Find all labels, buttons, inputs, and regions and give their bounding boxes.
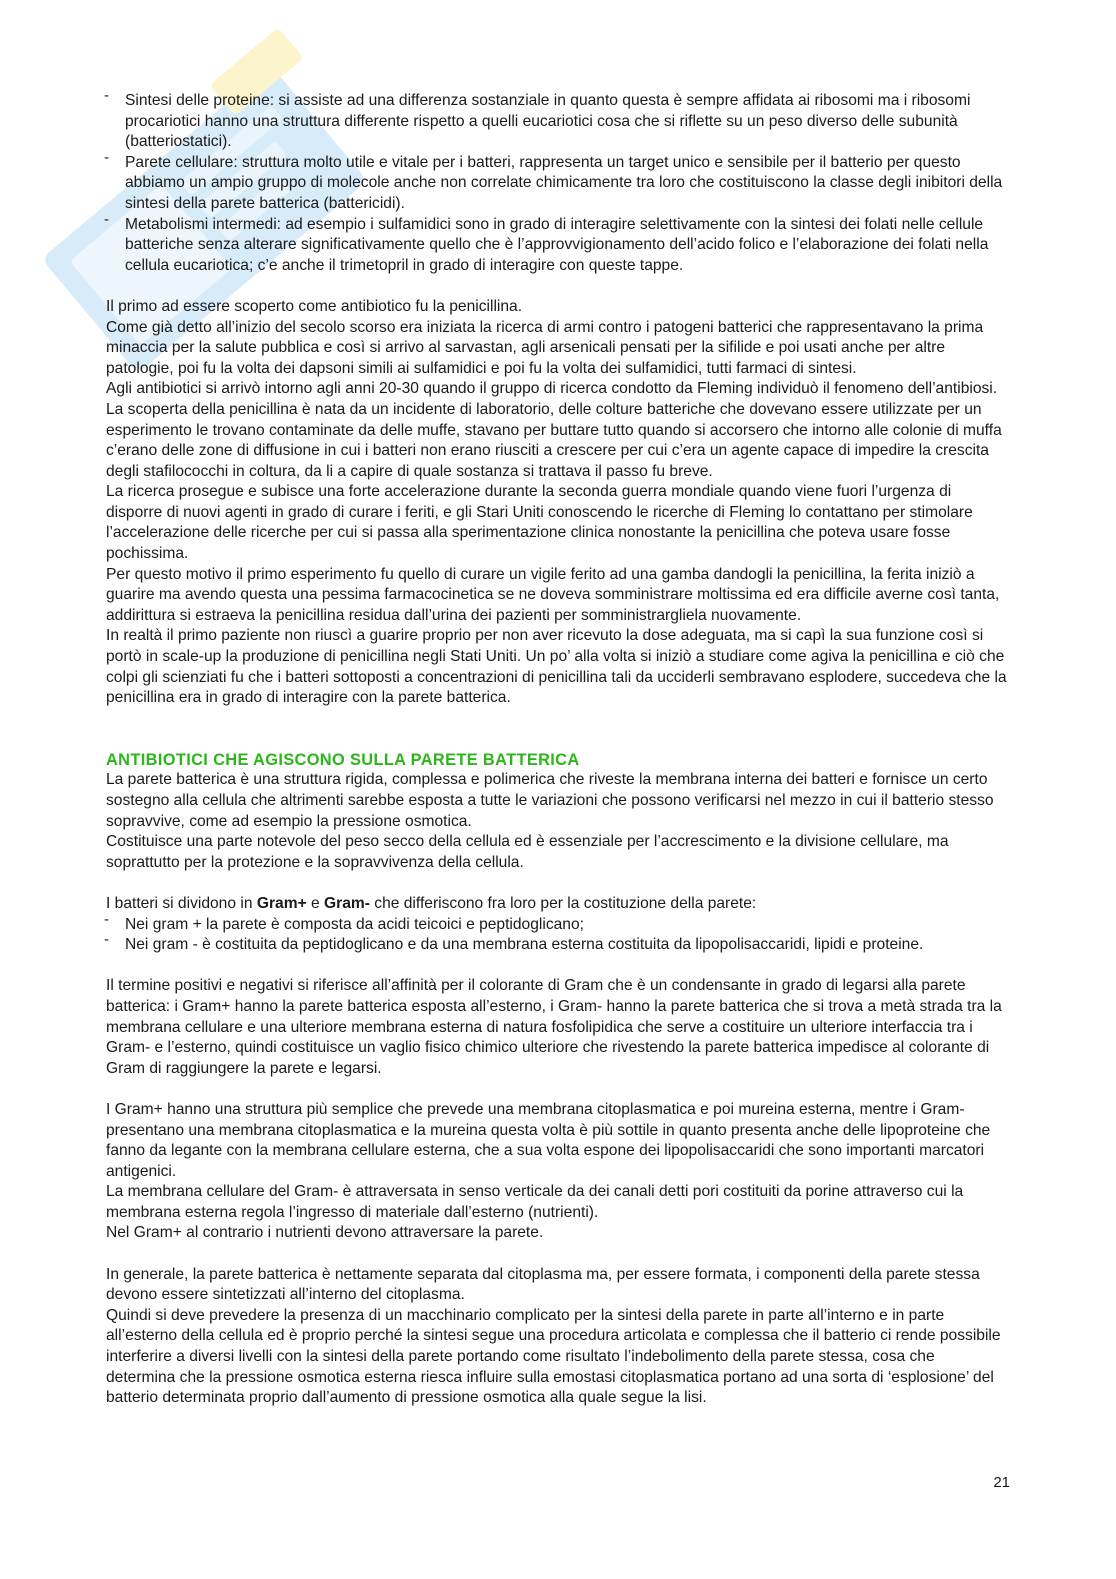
paragraph: Il termine positivi e negativi si riferisce all’affinità per il colorante di Gram che è un condensante in grado di legarsi alla parete batterica: i Gram+ hanno la parete batterica esposta all’esterno, i Gram- hanno la parete batterica che si trova a metà strada tra la membrana cellulare e una ulteriore membrana esterna di natura fosfolipidica che serve a costituire un ulteriore interfaccia tra i Gram- e l’esterno, quindi costituisce un vaglio fisico chimico ulteriore che rivestendo la parete batterica impedisce al colorante di Gram di raggiungere la parete e legarsi. — [106, 977, 1002, 1077]
gram-intro — [106, 894, 1008, 915]
list-item: - Sintesi delle proteine: si assiste ad una differenza sostanziale in quanto questa è sempre affidata ai ribosomi ma i ribosomi procariotici hanno una struttura differente rispetto a quelli eucariotici cosa che si riflette su un peso diverso delle subunità (batteriostatici). — [106, 91, 1008, 153]
list-gram-types — [106, 915, 1008, 956]
paragraph: Per questo motivo il primo esperimento fu quello di curare un vigile ferito ad una gamba dandogli la penicillina, la ferita iniziò a guarire ma avendo questa una pessima farmacocinetica se ne doveva somministrare moltissima ed era difficile averne così tanta, addirittura si estraeva la penicillina residua dall’urina dei pazienti per somministrargliela nuovamente. — [106, 565, 1000, 624]
gram-negative-term: Gram- — [324, 894, 370, 912]
paragraph: In realtà il primo paziente non riuscì a guarire proprio per non aver ricevuto la dose adeguata, ma si capì la sua funzione così si portò in scale-up la produzione di penicillina negli Stati Uniti. Un po’ alla volta si iniziò a studiare come agiva la penicillina e ciò che colpi gli scienziati fu che i batteri sottoposti a concentrazioni di penicillina tali da ucciderli sembravano esplodere, succedeva che la penicillina era in grado di interagire con la parete batterica. — [106, 627, 1007, 707]
gram-positive-term: Gram+ — [256, 894, 307, 912]
list-item: - Nei gram + la parete è composta da acidi teicoici e peptidoglicano; — [106, 915, 1008, 936]
paragraph: Costituisce una parte notevole del peso secco della cellula ed è essenziale per l’accrescimento e la divisione cellulare, ma soprattutto per la protezione e la sopravvivenza della cellula. — [106, 833, 949, 871]
paragraph: Agli antibiotici si arrivò intorno agli anni 20-30 quando il gruppo di ricerca condotto da Fleming individuò il fenomeno dell’antibiosi. La scoperta della penicillina è nata da un incidente di laboratorio, delle colture batteriche che dovevano essere utilizzate per un esperimento le trovano contaminate da delle muffe, stavano per buttare tutto quando si accorsero che intorno alle colonie di muffa c’erano delle zone di diffusione in cui i batteri non erano riusciti a crescere per cui c’era un agente capace di impedire la crescita degli stafilococchi in coltura, da li a capire di quale sostanza si trattava il passo fu breve. — [106, 380, 1002, 480]
paragraph: Il primo ad essere scoperto come antibiotico fu la penicillina. — [106, 297, 523, 315]
paragraph: La parete batterica è una struttura rigida, complessa e polimerica che riveste la membrana interna dei batteri e fornisce un certo sostegno alla cellula che altrimenti sarebbe esposta a tutte le variazioni che possono verificarsi nel mezzo in cui il batterio stesso sopravvive, come ad esempio la pressione osmotica. — [106, 771, 994, 830]
gram-intro-and: e — [306, 894, 325, 912]
gram-intro-before: I batteri si dividono in — [106, 894, 257, 912]
paragraph: La ricerca prosegue e subisce una forte accelerazione durante la seconda guerra mondiale quando viene fuori l’urgenza di disporre di nuovi agenti in grado di curare i feriti, e gli Stari Uniti conoscendo le ricerche di Fleming lo contattano per stimolare l’accelerazione delle ricerche per cui si passa alla sperimentazione clinica nonostante la penicillina che poteva usare fosse pochissima. — [106, 483, 973, 563]
page-number: 21 — [993, 1474, 1010, 1491]
list-item: - Metabolismi intermedi: ad esempio i sulfamidici sono in grado di interagire selettivamente con la sintesi dei folati nelle cellule batteriche senza alterare significativamente quello che è l’approvvigionamento dell’acido folico e l’elaborazione dei folati nella cellula eucariotica; c’e anche il trimetopril in grado di interagire con queste tappe. — [106, 215, 1008, 277]
paragraph: Nel Gram+ al contrario i nutrienti devono attraversare la parete. — [106, 1224, 544, 1242]
paragraph: La membrana cellulare del Gram- è attraversata in senso verticale da dei canali detti pori costituiti da porine attraverso cui la membrana esterna regola l’ingresso di materiale dall’esterno (nutrienti). — [106, 1183, 964, 1221]
page-content — [106, 91, 1008, 1409]
list-antibiotic-targets — [106, 91, 1008, 276]
paragraph: Quindi si deve prevedere la presenza di un macchinario complicato per la sintesi della parete in parte all’interno e in parte all’esterno della cellula ed è proprio perché la sintesi segue una procedura articolata e complessa che il batterio ci rende possibile interferire a diversi livelli con la sintesi della parete portando come risultato l’indebolimento della parete stessa, cosa che determina che la pressione osmotica esterna riesca influire sulla emostasi citoplasmatica portano ad una sorta di ‘esplosione’ del batterio determinata proprio dall’aumento di pressione osmotica alla quale segue la lisi. — [106, 1306, 1001, 1407]
paragraph: In generale, la parete batterica è nettamente separata dal citoplasma ma, per essere formata, i componenti della parete stessa devono essere sintetizzati all’interno del citoplasma. — [106, 1265, 980, 1304]
section-heading: ANTIBIOTICI CHE AGISCONO SULLA PARETE BATTERICA — [106, 750, 580, 769]
list-item: - Parete cellulare: struttura molto utile e vitale per i batteri, rappresenta un target unico e sensibile per il batterio per questo abbiamo un ampio gruppo di molecole anche non correlate chimicamente tra loro che costituiscono la classe degli inibitori della sintesi della parete batterica (battericidi). — [106, 153, 1008, 215]
paragraph: I Gram+ hanno una struttura più semplice che prevede una membrana citoplasmatica e poi mureina esterna, mentre i Gram- presentano una membrana citoplasmatica e la mureina questa volta è più sottile in quanto presenta anche delle lipoproteine che fanno da legante con la membrana cellulare esterna, che a sua volta espone dei lipopolisaccaridi che sono importanti marcatori antigenici. — [106, 1100, 991, 1180]
gram-intro-after: che differiscono fra loro per la costituzione della parete: — [369, 894, 757, 912]
paragraph: Come già detto all’inizio del secolo scorso era iniziata la ricerca di armi contro i patogeni batterici che rappresentavano la prima minaccia per la salute pubblica e così si arrivo al sarvastan, agli arsenicali pensati per la sifilide e poi usati anche per altre patologie, poi fu la volta dei dapsoni simili ai sulfamidici e poi fu la volta dei sulfamidici, tutti farmaci di sintesi. — [106, 318, 984, 377]
list-item: - Nei gram - è costituita da peptidoglicano e da una membrana esterna costituita da lipopolisaccaridi, lipidi e proteine. — [106, 935, 1008, 956]
